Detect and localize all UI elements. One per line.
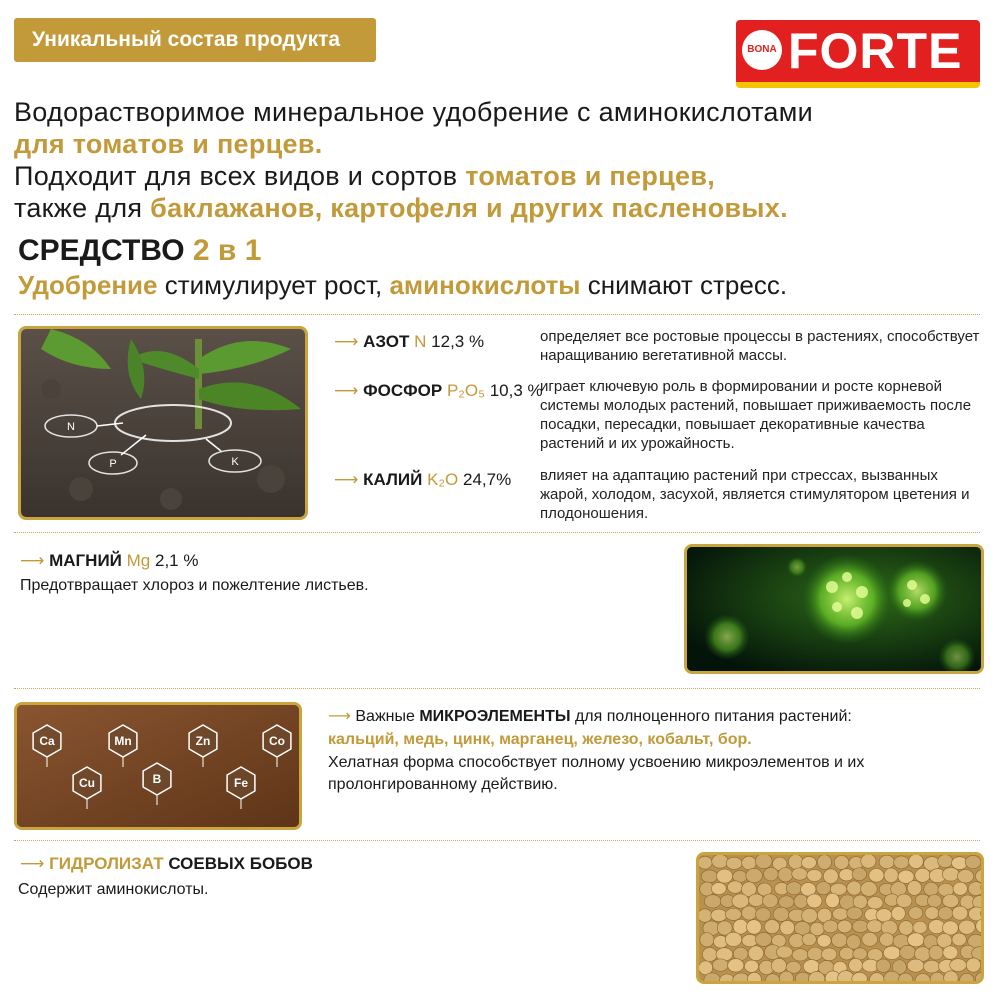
nutrient-nitrogen-desc: определяет все ростовые процессы в растениях, способствует наращиванию вегетативной массы. xyxy=(540,328,980,364)
intro-line-4 xyxy=(14,192,974,224)
soybean xyxy=(778,868,793,882)
soybean xyxy=(861,881,878,896)
soybean xyxy=(699,909,712,922)
tool-sub-plain-1: стимулирует рост, xyxy=(157,270,390,300)
soybean xyxy=(876,909,892,922)
arrow-icon: ⟶ xyxy=(334,470,359,489)
soybean xyxy=(788,855,803,869)
soybean xyxy=(908,933,925,947)
soybean xyxy=(852,868,867,881)
intro-line-4-gold: баклажанов, картофеля и других пасленовых. xyxy=(150,193,788,223)
divider xyxy=(14,532,980,533)
micro-list: кальций, медь, цинк, марганец, железо, кобальт, бор. xyxy=(328,731,752,748)
soybean xyxy=(861,855,876,868)
soybean xyxy=(846,935,860,949)
soybean xyxy=(879,933,894,947)
soybean xyxy=(711,909,727,922)
microelement-label: Co xyxy=(269,734,285,748)
microelement-label: Cu xyxy=(79,776,95,790)
soybean xyxy=(925,907,939,920)
npk-label-k: K xyxy=(231,456,239,468)
soybean xyxy=(959,920,976,934)
nutrient-percent: 10,3 % xyxy=(489,381,543,400)
soybean xyxy=(938,855,953,868)
nutrient-name: АЗОТ xyxy=(363,332,410,351)
intro-line-3 xyxy=(14,160,974,192)
soybean xyxy=(849,958,863,972)
nutrient-symbol: P₂O₅ xyxy=(446,381,485,400)
soybean xyxy=(907,959,924,972)
soybean xyxy=(764,867,779,880)
cell-illustration xyxy=(687,547,981,671)
soybean xyxy=(938,907,953,920)
intro-line-3-gold: томатов и перцев, xyxy=(465,161,716,191)
soybean xyxy=(779,896,794,908)
nutrient-symbol: Mg xyxy=(126,551,151,570)
soybean xyxy=(807,947,823,960)
soybean xyxy=(867,897,883,909)
soybean xyxy=(823,869,838,884)
soybean xyxy=(802,908,818,923)
intro-line-2: для томатов и перцев. xyxy=(14,129,323,159)
soybean xyxy=(773,907,789,921)
soybean xyxy=(839,947,854,960)
soybean xyxy=(727,881,742,894)
soybean xyxy=(802,933,816,946)
magnesium-desc: Предотвращает хлороз и пожелтение листьев. xyxy=(20,577,369,594)
soybean xyxy=(957,869,973,883)
divider xyxy=(14,688,980,689)
divider xyxy=(14,840,980,841)
soybean xyxy=(927,894,941,907)
soybean xyxy=(702,947,717,961)
nutrient-name: ФОСФОР xyxy=(363,381,443,400)
soybean xyxy=(771,958,786,973)
soybean xyxy=(725,908,741,920)
tool-subtitle xyxy=(18,268,787,302)
soybean xyxy=(780,920,795,934)
soybean xyxy=(837,920,852,933)
tool-title-plain: СРЕДСТВО xyxy=(18,234,193,267)
soybean xyxy=(952,906,968,920)
micro-heading xyxy=(328,706,988,728)
soybean xyxy=(786,882,802,895)
soybean xyxy=(726,857,742,869)
soybean xyxy=(831,933,847,948)
soybean xyxy=(755,855,772,869)
soybean xyxy=(913,921,927,933)
soybean xyxy=(755,932,771,946)
soy-desc: Содержит аминокислоты. xyxy=(18,881,209,898)
soybean xyxy=(717,869,733,883)
nutrient-symbol: K₂O xyxy=(427,470,459,489)
soybeans-illustration xyxy=(699,855,981,981)
nutrient-phosphorus-desc: играет ключевую роль в формировании и росте корневой системы молодых растений, повышает приживаемость после посадки, пересадки, повышает декоративные качества растений и их урожайность. xyxy=(540,378,972,452)
intro-line-4-plain: также для xyxy=(14,193,151,223)
intro-text xyxy=(14,96,974,224)
soybean xyxy=(747,920,762,934)
soybean xyxy=(862,932,878,946)
section-badge: Уникальный состав продукта xyxy=(14,18,376,62)
nutrient-nitrogen xyxy=(334,332,484,352)
nutrient-potassium-desc: влияет на адаптацию растений при стрессах, вызванных жарой, холодом, засухой, является стимулятором цветения и плодоношения. xyxy=(540,467,970,522)
soybean xyxy=(755,908,770,922)
soybean xyxy=(821,948,836,961)
soybean xyxy=(704,895,721,908)
divider xyxy=(14,314,980,315)
arrow-icon: ⟶ xyxy=(334,381,359,400)
soybean xyxy=(776,946,792,958)
intro-line-1: Водорастворимое минеральное удобрение с аминокислотами xyxy=(14,97,813,127)
soybean xyxy=(909,907,923,920)
nutrient-name: КАЛИЙ xyxy=(363,470,423,489)
bona-forte-logo xyxy=(736,20,980,88)
soybean xyxy=(953,882,967,895)
soy-heading-gold: ГИДРОЛИЗАТ xyxy=(49,854,164,873)
soy-heading xyxy=(20,853,313,875)
soybean xyxy=(950,959,967,972)
soybean xyxy=(832,908,848,920)
soybean xyxy=(966,958,981,972)
microelement-label: Fe xyxy=(233,776,249,790)
micro-bold: МИКРОЭЛЕМЕНТЫ xyxy=(419,708,571,725)
soybean xyxy=(700,933,714,947)
soybean xyxy=(894,856,909,869)
micro-desc: Хелатная форма способствует полному усвоению микроэлементов и их пролонгированному действию. xyxy=(328,754,865,793)
soybean xyxy=(965,855,981,868)
tool-title xyxy=(18,234,261,268)
soybean xyxy=(817,934,831,947)
soybean xyxy=(712,959,728,971)
micro-lead: Важные xyxy=(350,708,420,725)
soybean xyxy=(923,960,940,973)
logo-small-text: BONA xyxy=(742,30,782,70)
soybean xyxy=(909,855,924,869)
tool-title-gold: 2 в 1 xyxy=(192,234,262,267)
nutrient-percent: 2,1 % xyxy=(155,551,199,570)
soybean xyxy=(896,894,911,908)
microelement-label: B xyxy=(152,772,162,786)
soybeans-photo xyxy=(696,852,984,984)
soybean xyxy=(741,906,756,920)
micro-tail: для полноценного питания растений: xyxy=(570,708,852,725)
soybean xyxy=(792,949,808,961)
soybean xyxy=(762,894,778,908)
nutrient-percent: 12,3 % xyxy=(431,332,485,351)
soybean xyxy=(929,945,943,960)
soybean xyxy=(711,883,726,895)
microelement-label: Zn xyxy=(195,734,211,748)
soybean xyxy=(847,881,862,895)
soybean xyxy=(746,868,762,883)
soybean xyxy=(952,933,966,946)
soybean xyxy=(883,946,900,959)
nutrient-symbol: N xyxy=(414,332,427,351)
soybean xyxy=(807,894,822,908)
soybean xyxy=(748,946,763,961)
soybean xyxy=(943,921,959,935)
soybean xyxy=(742,856,756,870)
cell-photo xyxy=(684,544,984,674)
soybean xyxy=(733,919,748,934)
soybean xyxy=(803,960,819,974)
soybean xyxy=(867,920,883,933)
tool-sub-plain-2: снимают стресс. xyxy=(580,270,788,300)
soybean xyxy=(968,882,981,896)
soybean xyxy=(699,856,712,869)
soybean xyxy=(900,945,916,959)
soybean xyxy=(744,960,758,972)
soybean xyxy=(701,870,718,883)
nutrient-name: МАГНИЙ xyxy=(49,551,122,570)
soybean xyxy=(807,869,822,881)
soybean xyxy=(817,855,831,869)
plant-soil-illustration xyxy=(21,329,305,517)
soybean xyxy=(794,894,808,908)
intro-line-3-plain: Подходит для всех видов и сортов xyxy=(14,161,466,191)
soybean xyxy=(852,920,868,933)
microelement-label: Mn xyxy=(114,734,132,748)
logo-big-text: FORTE xyxy=(788,23,963,79)
soybean xyxy=(847,907,863,920)
soil-microelements-illustration xyxy=(17,705,299,827)
npk-label-p: P xyxy=(109,458,117,470)
soybean xyxy=(869,869,884,883)
soybean xyxy=(725,932,742,946)
soybean xyxy=(792,868,808,880)
soybean xyxy=(801,856,816,868)
tool-sub-gold-2: аминокислоты xyxy=(389,270,581,300)
arrow-icon: ⟶ xyxy=(328,708,351,725)
soybean xyxy=(876,959,890,973)
microelement-label: Ca xyxy=(39,734,55,748)
tool-sub-gold-1: Удобрение xyxy=(18,270,158,300)
soybean xyxy=(884,868,898,883)
soybean xyxy=(899,921,913,936)
soybean xyxy=(712,855,729,868)
soy-heading-bold: СОЕВЫХ БОБОВ xyxy=(163,854,313,873)
soybean xyxy=(823,920,838,933)
soybean xyxy=(942,894,958,907)
soybean xyxy=(915,868,930,882)
soybean xyxy=(924,882,939,896)
npk-label-n: N xyxy=(67,421,75,433)
arrow-icon: ⟶ xyxy=(20,551,45,570)
arrow-icon: ⟶ xyxy=(20,854,45,873)
soybean xyxy=(728,959,744,972)
soybean xyxy=(879,855,894,868)
soybean xyxy=(834,856,849,870)
soybean xyxy=(765,920,780,934)
soybean xyxy=(943,946,958,960)
plant-soil-photo xyxy=(18,326,308,520)
nutrient-magnesium xyxy=(20,551,198,571)
nutrient-percent: 24,7% xyxy=(462,470,512,489)
soybean xyxy=(942,867,959,881)
arrow-icon: ⟶ xyxy=(334,332,359,351)
soybean xyxy=(928,920,944,934)
soil-photo xyxy=(14,702,302,830)
soybean xyxy=(891,906,905,920)
soybean xyxy=(748,894,763,906)
soybean xyxy=(816,882,831,895)
soybean xyxy=(825,893,839,908)
nutrient-phosphorus xyxy=(334,381,543,401)
nutrient-potassium xyxy=(334,470,511,490)
soybean xyxy=(907,881,921,896)
